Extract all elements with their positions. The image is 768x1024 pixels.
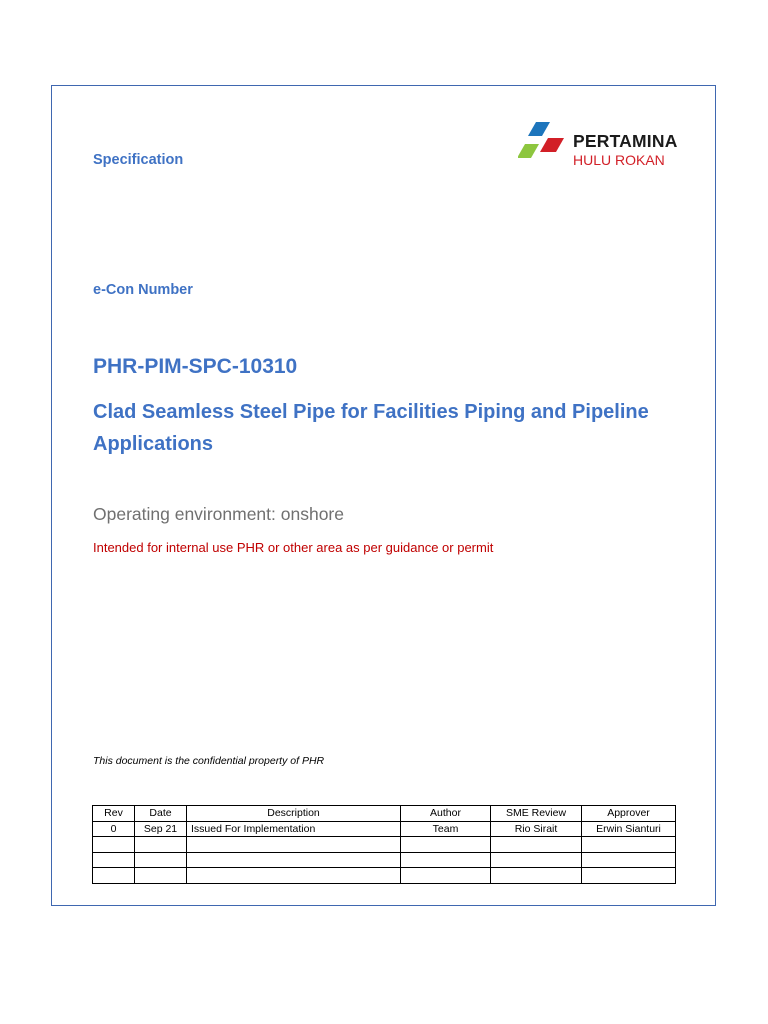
cell-date: Sep 21 bbox=[135, 821, 187, 837]
cell-rev bbox=[93, 837, 135, 853]
table-row bbox=[93, 852, 676, 868]
intended-use-note: Intended for internal use PHR or other area as per guidance or permit bbox=[93, 540, 494, 555]
cell-approver bbox=[582, 852, 676, 868]
table-row bbox=[93, 868, 676, 884]
table-row bbox=[93, 837, 676, 853]
company-logo bbox=[518, 121, 688, 173]
table-row bbox=[93, 821, 676, 837]
header-description: Description bbox=[187, 806, 401, 822]
document-title: Clad Seamless Steel Pipe for Facilities Piping and Pipeline Applications bbox=[93, 401, 649, 455]
cell-author bbox=[401, 852, 491, 868]
cell-author bbox=[401, 837, 491, 853]
cell-description bbox=[187, 852, 401, 868]
cell-sme-review bbox=[491, 852, 582, 868]
confidential-note: This document is the confidential property of PHR bbox=[93, 755, 325, 767]
econ-number-label: e-Con Number bbox=[93, 282, 193, 298]
header-approver: Approver bbox=[582, 806, 676, 822]
cell-rev: 0 bbox=[93, 821, 135, 837]
revision-table-header bbox=[93, 806, 676, 822]
cell-author: Team bbox=[401, 821, 491, 837]
specification-label: Specification bbox=[93, 152, 184, 168]
cell-description bbox=[187, 868, 401, 884]
revision-table bbox=[92, 805, 676, 884]
pertamina-logo-icon bbox=[518, 121, 570, 161]
cell-sme-review bbox=[491, 837, 582, 853]
cell-approver: Erwin Sianturi bbox=[582, 821, 676, 837]
cell-description: Issued For Implementation bbox=[187, 821, 401, 837]
header-author: Author bbox=[401, 806, 491, 822]
cell-author bbox=[401, 868, 491, 884]
header-rev: Rev bbox=[93, 806, 135, 822]
document-number: PHR-PIM-SPC-10310 bbox=[93, 355, 298, 378]
cell-date bbox=[135, 868, 187, 884]
operating-environment: Operating environment: onshore bbox=[93, 504, 344, 524]
cell-rev bbox=[93, 868, 135, 884]
cell-approver bbox=[582, 868, 676, 884]
logo-division-name: HULU ROKAN bbox=[573, 152, 665, 168]
cell-rev bbox=[93, 852, 135, 868]
cell-sme-review bbox=[491, 868, 582, 884]
cell-description bbox=[187, 837, 401, 853]
cell-date bbox=[135, 837, 187, 853]
header-date: Date bbox=[135, 806, 187, 822]
cell-approver bbox=[582, 837, 676, 853]
cell-date bbox=[135, 852, 187, 868]
page-border bbox=[51, 85, 716, 906]
header-sme-review: SME Review bbox=[491, 806, 582, 822]
logo-company-name: PERTAMINA bbox=[573, 131, 678, 151]
cell-sme-review: Rio Sirait bbox=[491, 821, 582, 837]
